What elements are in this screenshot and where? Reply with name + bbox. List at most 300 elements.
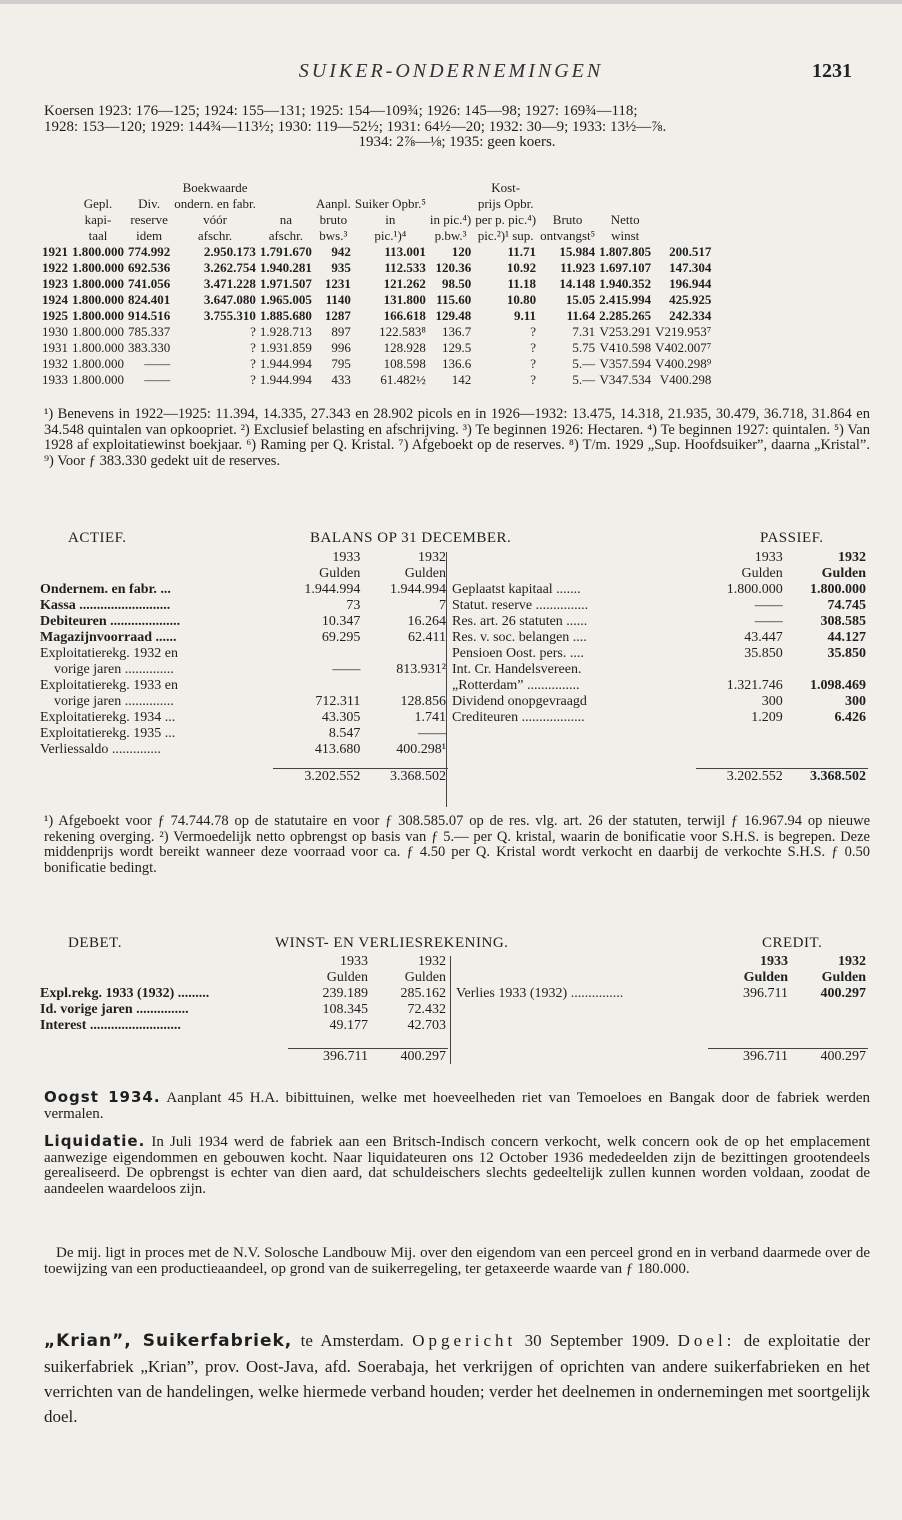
stats-value-cell: 10.92 bbox=[506, 260, 537, 275]
stats-value-cell: 15.984 bbox=[559, 244, 596, 259]
passief-total-1932: 3.368.502 bbox=[785, 768, 868, 785]
stats-value-cell: 1.931.859 bbox=[259, 340, 312, 355]
debet-total-1932: 400.297 bbox=[370, 1048, 448, 1065]
stats-table bbox=[40, 180, 713, 388]
debet-row-value-1932: 72.432 bbox=[407, 1002, 446, 1017]
stats-header-row bbox=[40, 228, 713, 244]
stats-year-cell: 1923 bbox=[42, 276, 68, 291]
stats-value-cell: 785.337 bbox=[128, 324, 171, 339]
stats-header-cell bbox=[428, 180, 473, 196]
actief-row-value-1933: 1.944.994 bbox=[304, 582, 361, 597]
stats-value-cell: 2.285.265 bbox=[599, 308, 652, 323]
stats-value-cell: 142 bbox=[451, 372, 472, 387]
actief-row-value-1933: 413.680 bbox=[314, 742, 361, 757]
actief-totals-row bbox=[38, 768, 448, 785]
stats-value-cell: 98.50 bbox=[441, 276, 472, 291]
stats-value-cell: 61.482½ bbox=[380, 372, 426, 387]
actief-row-value-1932 bbox=[362, 646, 448, 662]
debet-row bbox=[38, 986, 448, 1002]
stats-value-cell: 112.533 bbox=[384, 260, 426, 275]
liquidatie-text-1: In Juli 1934 werd de fabriek aan een Britsch-Indisch concern verkocht, welk concern ook de op het emplacement aanwezige eigendommen en gebouwen kocht. Naar liquidateuren ons 12 October 1936 mededeelden zijn de bezittingen grootendeels gerealiseerd. De opbrengst is echter van dien aard, dat schuldeischers slechts gedeeltelijk zullen kunnen worden voldaan, zoodat de aandeelen waardeloos zijn. bbox=[44, 1134, 870, 1197]
stats-value-cell: V219.953⁷ bbox=[655, 324, 712, 339]
stats-value-cell: 11.64 bbox=[566, 308, 596, 323]
stats-value-cell: 121.262 bbox=[383, 276, 426, 291]
stats-value-cell: 136.7 bbox=[441, 324, 472, 339]
actief-row-value-1933 bbox=[273, 646, 363, 662]
unit-label: Gulden bbox=[821, 566, 866, 581]
passief-row bbox=[450, 678, 868, 694]
stats-header-cell bbox=[428, 196, 473, 212]
stats-header-cell: Div. bbox=[138, 196, 161, 211]
credit-total-1933: 396.711 bbox=[708, 1048, 790, 1065]
krian-paragraph bbox=[44, 1328, 870, 1429]
passief-row-value-1932: 1.800.000 bbox=[810, 582, 866, 597]
stats-value-cell: 129.5 bbox=[441, 340, 472, 355]
stats-value-cell: 115.60 bbox=[436, 292, 472, 307]
krian-text-b: 30 September 1909. bbox=[524, 1331, 670, 1350]
stats-value-cell: 1231 bbox=[324, 276, 351, 291]
stats-value-cell: 147.304 bbox=[669, 260, 712, 275]
passief-row bbox=[450, 694, 868, 710]
stats-value-cell: 897 bbox=[331, 324, 351, 339]
stats-value-cell: 11.18 bbox=[507, 276, 537, 291]
unit-label: Gulden bbox=[821, 970, 866, 985]
stats-value-cell: 200.517 bbox=[669, 244, 712, 259]
actief-row-label: vorige jaren .............. bbox=[54, 662, 174, 677]
actief-row-label: Debiteuren .................... bbox=[40, 614, 181, 629]
stats-value-cell: 1.944.994 bbox=[259, 356, 312, 371]
actief-row-label: Verliessaldo .............. bbox=[40, 742, 161, 757]
stats-row bbox=[40, 244, 713, 260]
stats-value-cell: 9.11 bbox=[514, 308, 537, 323]
stats-value-cell: 425.925 bbox=[669, 292, 712, 307]
stats-value-cell: 242.334 bbox=[669, 308, 712, 323]
stats-header-cell bbox=[653, 180, 713, 196]
stats-header-cell: ondern. en fabr. bbox=[174, 196, 256, 211]
passief-row bbox=[450, 710, 868, 726]
stats-value-cell: 1.800.000 bbox=[72, 340, 124, 355]
krian-text-a: te Amsterdam. bbox=[300, 1331, 404, 1350]
credit-totals-row bbox=[454, 1048, 868, 1065]
actief-row-value-1932: —— bbox=[418, 726, 446, 741]
passief-row bbox=[450, 646, 868, 662]
stats-value-cell: 774.992 bbox=[128, 244, 171, 259]
stats-header-cell bbox=[653, 212, 713, 228]
winst-divider bbox=[450, 956, 451, 1064]
stats-row bbox=[40, 308, 713, 324]
passief-row-value-1932: 74.745 bbox=[827, 598, 866, 613]
stats-value-cell: ? bbox=[530, 372, 537, 387]
passief-total-1933: 3.202.552 bbox=[696, 768, 785, 785]
stats-value-cell: 5.75 bbox=[572, 340, 596, 355]
balans-footnote: ¹) Afgeboekt voor ƒ 74.744.78 op de statutaire en voor ƒ 308.585.07 op de res. vlg. art. 26 der statuten, terwijl ƒ 16.967.94 op nieuwe rekening overging. ²) Vermoedelijk netto opbrengst op basis van ƒ 5.— per Q. kristal, waarin de bonificatie voor S.H.S. is begrepen. Deze middenprijs wordt bereikt wanneer deze voorraad voor ca. ƒ 4.50 per Q. Kristal wordt verkocht en daarbij de verkochte S.H.S. ƒ 0.50 bonificatie bedingt. bbox=[44, 813, 870, 876]
oogst-paragraph bbox=[44, 1090, 870, 1122]
debet-row bbox=[38, 1002, 448, 1018]
stats-value-cell: 120.36 bbox=[435, 260, 472, 275]
stats-header-cell: afschr. bbox=[197, 228, 233, 243]
stats-header-cell: idem bbox=[136, 228, 163, 243]
debet-row-value-1932: 42.703 bbox=[407, 1018, 446, 1033]
credit-row-value-1933: 396.711 bbox=[743, 986, 788, 1001]
stats-value-cell: 1.800.000 bbox=[72, 244, 124, 259]
passief-row-value-1933: 43.447 bbox=[744, 630, 783, 645]
actief-row-value-1933: 8.547 bbox=[328, 726, 361, 741]
passief-row-label: Res. v. soc. belangen .... bbox=[452, 630, 587, 645]
top-border bbox=[0, 0, 902, 4]
stats-value-cell: 1.800.000 bbox=[72, 308, 124, 323]
unit-label: Gulden bbox=[743, 970, 788, 985]
stats-value-cell: ? bbox=[250, 324, 256, 339]
stats-row bbox=[40, 356, 713, 372]
stats-value-cell: 3.755.310 bbox=[203, 308, 256, 323]
stats-header-cell bbox=[70, 180, 126, 196]
actief-row-value-1932: 128.856 bbox=[400, 694, 446, 709]
credit-title: CREDIT. bbox=[762, 935, 823, 951]
stats-value-cell: 113.001 bbox=[384, 244, 426, 259]
koersen-block bbox=[44, 104, 870, 151]
year-1933: 1933 bbox=[332, 550, 361, 565]
actief-row-value-1932: 7 bbox=[439, 598, 446, 613]
actief-row-label: Kassa .......................... bbox=[40, 598, 171, 613]
actief-row-value-1932: 1.741 bbox=[414, 710, 446, 725]
debet-totals-row bbox=[38, 1048, 448, 1065]
passief-row-value-1932 bbox=[785, 662, 868, 678]
year-1933: 1933 bbox=[340, 954, 368, 969]
stats-value-cell: ? bbox=[250, 356, 256, 371]
passief-row-label: Dividend onopgevraagd bbox=[452, 694, 587, 709]
stats-value-cell: 996 bbox=[331, 340, 351, 355]
passief-row-value-1933: 35.850 bbox=[744, 646, 783, 661]
stats-header-cell bbox=[538, 196, 597, 212]
stats-value-cell: 136.6 bbox=[441, 356, 472, 371]
actief-row bbox=[38, 710, 448, 726]
balans-divider bbox=[446, 552, 447, 807]
stats-header-cell: in bbox=[385, 212, 396, 227]
year-1933: 1933 bbox=[754, 550, 783, 565]
stats-value-cell: 10.80 bbox=[506, 292, 537, 307]
stats-header-row bbox=[40, 196, 713, 212]
stats-value-cell: 120 bbox=[451, 244, 472, 259]
stats-value-cell: 5.— bbox=[572, 356, 596, 371]
stats-header-cell: reserve bbox=[130, 212, 168, 227]
year-1933: 1933 bbox=[760, 954, 788, 969]
stats-value-cell: 741.056 bbox=[128, 276, 171, 291]
passief-row-label: Pensioen Oost. pers. .... bbox=[452, 646, 584, 661]
stats-value-cell: 1.800.000 bbox=[72, 372, 124, 387]
oogst-text: Aanplant 45 H.A. bibittuinen, welke met hoeveelheden riet van Temoeloes en Bangak door de fabriek werden vermalen. bbox=[44, 1090, 870, 1122]
passief-row bbox=[450, 598, 868, 614]
stats-value-cell: 15.05 bbox=[565, 292, 596, 307]
passief-title: PASSIEF. bbox=[760, 530, 824, 546]
credit-row-value-1932: 400.297 bbox=[820, 986, 866, 1001]
stats-header-cell: Boekwaarde bbox=[182, 180, 248, 195]
stats-value-cell: 11.71 bbox=[507, 244, 537, 259]
stats-header-cell: p.bw.³ bbox=[434, 228, 467, 243]
stats-header-cell: vóór bbox=[203, 212, 227, 227]
stats-value-cell: 1.800.000 bbox=[72, 276, 124, 291]
stats-header-cell bbox=[126, 180, 172, 196]
actief-row-value-1932 bbox=[362, 678, 448, 694]
actief-row-label: Exploitatierekg. 1935 ... bbox=[40, 726, 176, 741]
credit-total-1932: 400.297 bbox=[790, 1048, 868, 1065]
actief-row bbox=[38, 582, 448, 598]
actief-row-label: Exploitatierekg. 1932 en bbox=[40, 646, 179, 661]
debet-row-value-1933: 239.189 bbox=[322, 986, 368, 1001]
stats-header-cell: afschr. bbox=[268, 228, 303, 243]
passief-row-value-1933 bbox=[696, 662, 785, 678]
stats-value-cell: V410.598 bbox=[599, 340, 652, 355]
stats-value-cell: 2.415.994 bbox=[599, 292, 652, 307]
stats-value-cell: —— bbox=[144, 372, 171, 387]
actief-row-value-1932: 62.411 bbox=[408, 630, 446, 645]
stats-header-cell bbox=[40, 196, 70, 212]
stats-header-cell bbox=[653, 228, 713, 244]
stats-header-cell: bws.³ bbox=[319, 228, 348, 243]
page-number: 1231 bbox=[812, 60, 852, 82]
balans-title: BALANS OP 31 DECEMBER. bbox=[310, 530, 512, 546]
stats-value-cell: 433 bbox=[331, 372, 351, 387]
actief-row bbox=[38, 646, 448, 662]
stats-header-row bbox=[40, 212, 713, 228]
stats-value-cell: ? bbox=[530, 356, 537, 371]
unit-header-row bbox=[38, 566, 448, 582]
stats-value-cell: 942 bbox=[331, 244, 351, 259]
krian-doel-label: Doel: bbox=[677, 1331, 736, 1350]
unit-label: Gulden bbox=[319, 566, 361, 581]
stats-value-cell: 692.536 bbox=[128, 260, 171, 275]
actief-row bbox=[38, 630, 448, 646]
stats-header-cell: prijs Opbr. bbox=[477, 196, 534, 211]
stats-header-cell bbox=[40, 212, 70, 228]
year-1932: 1932 bbox=[838, 550, 866, 565]
debet-row-label: Id. vorige jaren ............... bbox=[40, 1002, 189, 1017]
stats-value-cell: 3.647.080 bbox=[203, 292, 256, 307]
stats-header-cell: Aanpl. bbox=[315, 196, 351, 211]
actief-row-value-1933: 43.305 bbox=[321, 710, 361, 725]
stats-value-cell: 1.800.000 bbox=[72, 292, 124, 307]
stats-header-cell: Netto bbox=[610, 212, 640, 227]
stats-header-cell bbox=[314, 180, 353, 196]
stats-row bbox=[40, 260, 713, 276]
stats-year-cell: 1921 bbox=[42, 244, 68, 259]
passief-row-label: „Rotterdam” ............... bbox=[452, 678, 580, 693]
passief-row-value-1932: 308.585 bbox=[820, 614, 866, 629]
stats-value-cell: 1.885.680 bbox=[259, 308, 312, 323]
stats-value-cell: 196.944 bbox=[669, 276, 712, 291]
actief-row-label: Exploitatierekg. 1934 ... bbox=[40, 710, 176, 725]
passief-row-value-1932: 44.127 bbox=[827, 630, 866, 645]
stats-header-cell: Suiker Opbr.⁵ bbox=[354, 196, 426, 211]
passief-row bbox=[450, 582, 868, 598]
stats-header-cell: na bbox=[279, 212, 292, 227]
stats-value-cell: 1.800.000 bbox=[72, 356, 124, 371]
stats-header-cell bbox=[538, 180, 597, 196]
year-header-row bbox=[38, 954, 448, 970]
actief-row bbox=[38, 662, 448, 678]
passief-row-value-1932: 35.850 bbox=[827, 646, 866, 661]
stats-value-cell: V357.594 bbox=[599, 356, 652, 371]
krian-heading: „Krian”, Suikerfabriek, bbox=[44, 1331, 293, 1351]
passief-row-value-1932: 300 bbox=[845, 694, 866, 709]
passief-row bbox=[450, 614, 868, 630]
credit-rows bbox=[454, 986, 868, 1002]
passief-totals-row bbox=[450, 768, 868, 785]
stats-header-cell: pic.²)¹ sup. bbox=[477, 228, 534, 243]
liquidatie-paragraph bbox=[44, 1134, 870, 1197]
stats-value-cell: 131.800 bbox=[383, 292, 426, 307]
stats-row bbox=[40, 276, 713, 292]
actief-row-value-1933: 73 bbox=[346, 598, 361, 613]
stats-value-cell: 122.583⁸ bbox=[379, 324, 426, 339]
actief-row bbox=[38, 742, 448, 758]
stats-header-cell bbox=[353, 180, 428, 196]
debet-row bbox=[38, 1018, 448, 1034]
year-header-row bbox=[454, 954, 868, 970]
debet-row-value-1932: 285.162 bbox=[400, 986, 446, 1001]
stats-value-cell: —— bbox=[144, 356, 171, 371]
credit-row-label: Verlies 1933 (1932) ............... bbox=[456, 986, 624, 1001]
passief-row bbox=[450, 662, 868, 678]
stats-value-cell: 1.800.000 bbox=[72, 324, 124, 339]
passief-row bbox=[450, 630, 868, 646]
year-header-row bbox=[450, 550, 868, 566]
actief-row bbox=[38, 678, 448, 694]
actief-row-value-1933: 69.295 bbox=[321, 630, 361, 645]
unit-label: Gulden bbox=[404, 970, 446, 985]
stats-header-cell bbox=[258, 196, 314, 212]
actief-row bbox=[38, 694, 448, 710]
stats-header-cell bbox=[597, 196, 653, 212]
stats-value-cell: 1.791.670 bbox=[259, 244, 312, 259]
actief-row bbox=[38, 614, 448, 630]
stats-header-cell: kapi- bbox=[84, 212, 112, 227]
passief-row-value-1932: 1.098.469 bbox=[810, 678, 866, 693]
stats-year-cell: 1930 bbox=[42, 324, 68, 339]
passief-row-value-1933: 1.209 bbox=[751, 710, 783, 725]
stats-footnotes: ¹) Benevens in 1922—1925: 11.394, 14.335, 27.343 en 28.902 picols en in 1926—1932: 13.475, 14.318, 21.935, 30.479, 36.718, 31.864 en 34.548 quintalen van opkoopriet. ²) Exclusief belasting en afschrijving. ³) Te beginnen 1926: Hectaren. ⁴) Te beginnen 1927: quintalen. ⁵) Van 1928 af exploitatiewinst boekjaar. ⁶) Raming per Q. Kristal. ⁷) Afgeboekt op de reserves. ⁸) T/m. 1929 „Sup. Hoofdsuiker”, daarna „Kristal”. ⁹) Voor ƒ 383.330 gedekt uit de reserves. bbox=[44, 406, 870, 469]
actief-row-label: vorige jaren .............. bbox=[54, 694, 174, 709]
stats-value-cell: 824.401 bbox=[128, 292, 171, 307]
stats-value-cell: 5.— bbox=[572, 372, 596, 387]
stats-value-cell: V400.298⁹ bbox=[655, 356, 712, 371]
stats-value-cell: 129.48 bbox=[435, 308, 472, 323]
credit-table bbox=[454, 954, 868, 1065]
stats-value-cell: ? bbox=[250, 372, 256, 387]
stats-header-cell: Bruto bbox=[552, 212, 583, 227]
stats-header-cell bbox=[40, 228, 70, 244]
stats-header-cell: pic.¹)⁴ bbox=[374, 228, 407, 243]
krian-text-c: de exploitatie der suikerfabriek „Krian”, prov. Oost-Java, afd. Soerabaja, het verkrijgen of oprichten van andere suikerfabrieken en het verrichten van de handelingen, welke hiermede verband houden; verder het deelnemen in ondernemingen met soortgelijk doel. bbox=[44, 1331, 871, 1426]
debet-title: DEBET. bbox=[68, 935, 122, 951]
debet-total-1933: 396.711 bbox=[288, 1048, 370, 1065]
stats-value-cell: 166.618 bbox=[383, 308, 426, 323]
stats-header-cell: bruto bbox=[319, 212, 348, 227]
stats-value-cell: V402.007⁷ bbox=[655, 340, 712, 355]
actief-row bbox=[38, 598, 448, 614]
stats-year-cell: 1931 bbox=[42, 340, 68, 355]
passief-row-value-1933: 1.800.000 bbox=[726, 582, 783, 597]
stats-value-cell: 935 bbox=[331, 260, 351, 275]
stats-value-cell: 2.950.173 bbox=[203, 244, 256, 259]
stats-value-cell: 914.516 bbox=[128, 308, 171, 323]
actief-total-1933: 3.202.552 bbox=[273, 768, 363, 785]
credit-row bbox=[454, 986, 868, 1002]
stats-value-cell: 108.598 bbox=[383, 356, 426, 371]
unit-header-row bbox=[454, 970, 868, 986]
year-header-row bbox=[38, 550, 448, 566]
debet-rows bbox=[38, 986, 448, 1034]
stats-header-cell bbox=[258, 180, 314, 196]
stats-value-cell: 1.928.713 bbox=[259, 324, 312, 339]
actief-row-label: Ondernem. en fabr. ... bbox=[40, 582, 171, 597]
debet-row-value-1933: 108.345 bbox=[322, 1002, 368, 1017]
stats-year-cell: 1932 bbox=[42, 356, 68, 371]
stats-value-cell: V253.291 bbox=[599, 324, 652, 339]
stats-value-cell: ? bbox=[250, 340, 256, 355]
actief-row-value-1933: —— bbox=[332, 662, 361, 677]
stats-header-cell: winst bbox=[611, 228, 640, 243]
stats-value-cell: 1.807.805 bbox=[599, 244, 652, 259]
passief-row-label: Int. Cr. Handelsvereen. bbox=[452, 662, 582, 677]
unit-header-row bbox=[450, 566, 868, 582]
actief-row-label: Exploitatierekg. 1933 en bbox=[40, 678, 179, 693]
stats-value-cell: 1.940.352 bbox=[599, 276, 652, 291]
stats-year-cell: 1922 bbox=[42, 260, 68, 275]
actief-row-label: Magazijnvoorraad ...... bbox=[40, 630, 177, 645]
passief-row-value-1933: 300 bbox=[761, 694, 783, 709]
actief-row-value-1933 bbox=[273, 678, 363, 694]
stats-row bbox=[40, 324, 713, 340]
stats-value-cell: 1.800.000 bbox=[72, 260, 124, 275]
stats-value-cell: 1287 bbox=[324, 308, 351, 323]
debet-row-value-1933: 49.177 bbox=[329, 1018, 368, 1033]
stats-value-cell: 1140 bbox=[325, 292, 351, 307]
actief-row-value-1933: 712.311 bbox=[315, 694, 361, 709]
koersen-line-2: 1928: 153—120; 1929: 144¾—113½; 1930: 119—52½; 1931: 64½—20; 1932: 30—9; 1933: 13½—⅞. bbox=[44, 118, 667, 135]
stats-value-cell: 795 bbox=[331, 356, 351, 371]
passief-row-label: Res. art. 26 statuten ...... bbox=[452, 614, 588, 629]
actief-row bbox=[38, 726, 448, 742]
stats-value-cell: 1.971.507 bbox=[259, 276, 312, 291]
actief-row-value-1932: 1.944.994 bbox=[390, 582, 446, 597]
koersen-line-1: Koersen 1923: 176—125; 1924: 155—131; 1925: 154—109¾; 1926: 145—98; 1927: 169¾—118; bbox=[44, 103, 638, 119]
year-1932: 1932 bbox=[418, 954, 446, 969]
passief-rows bbox=[450, 582, 868, 726]
stats-value-cell: 1.944.994 bbox=[259, 372, 312, 387]
stats-value-cell: ? bbox=[530, 324, 537, 339]
unit-label: Gulden bbox=[404, 566, 446, 581]
actief-row-value-1932: 16.264 bbox=[407, 614, 446, 629]
stats-value-cell: ? bbox=[530, 340, 537, 355]
actief-title: ACTIEF. bbox=[68, 530, 127, 546]
actief-row-value-1932: 400.298¹ bbox=[396, 742, 446, 757]
actief-total-1932: 3.368.502 bbox=[362, 768, 448, 785]
actief-table bbox=[38, 550, 448, 785]
unit-label: Gulden bbox=[326, 970, 368, 985]
stats-value-cell: V347.534 bbox=[599, 372, 652, 387]
unit-label: Gulden bbox=[741, 566, 783, 581]
actief-row-value-1932: 813.931² bbox=[396, 662, 446, 677]
stats-header-cell: in pic.⁴) bbox=[429, 212, 472, 227]
stats-header-cell: ontvangst⁵ bbox=[540, 228, 596, 243]
stats-header bbox=[40, 180, 713, 244]
stats-year-cell: 1924 bbox=[42, 292, 68, 307]
passief-row-label: Statut. reserve ............... bbox=[452, 598, 589, 613]
passief-row-label: Crediteuren .................. bbox=[452, 710, 585, 725]
stats-header-cell bbox=[40, 180, 70, 196]
stats-header-cell: per p. pic.⁴) bbox=[475, 212, 537, 227]
stats-value-cell: 1.940.281 bbox=[259, 260, 312, 275]
